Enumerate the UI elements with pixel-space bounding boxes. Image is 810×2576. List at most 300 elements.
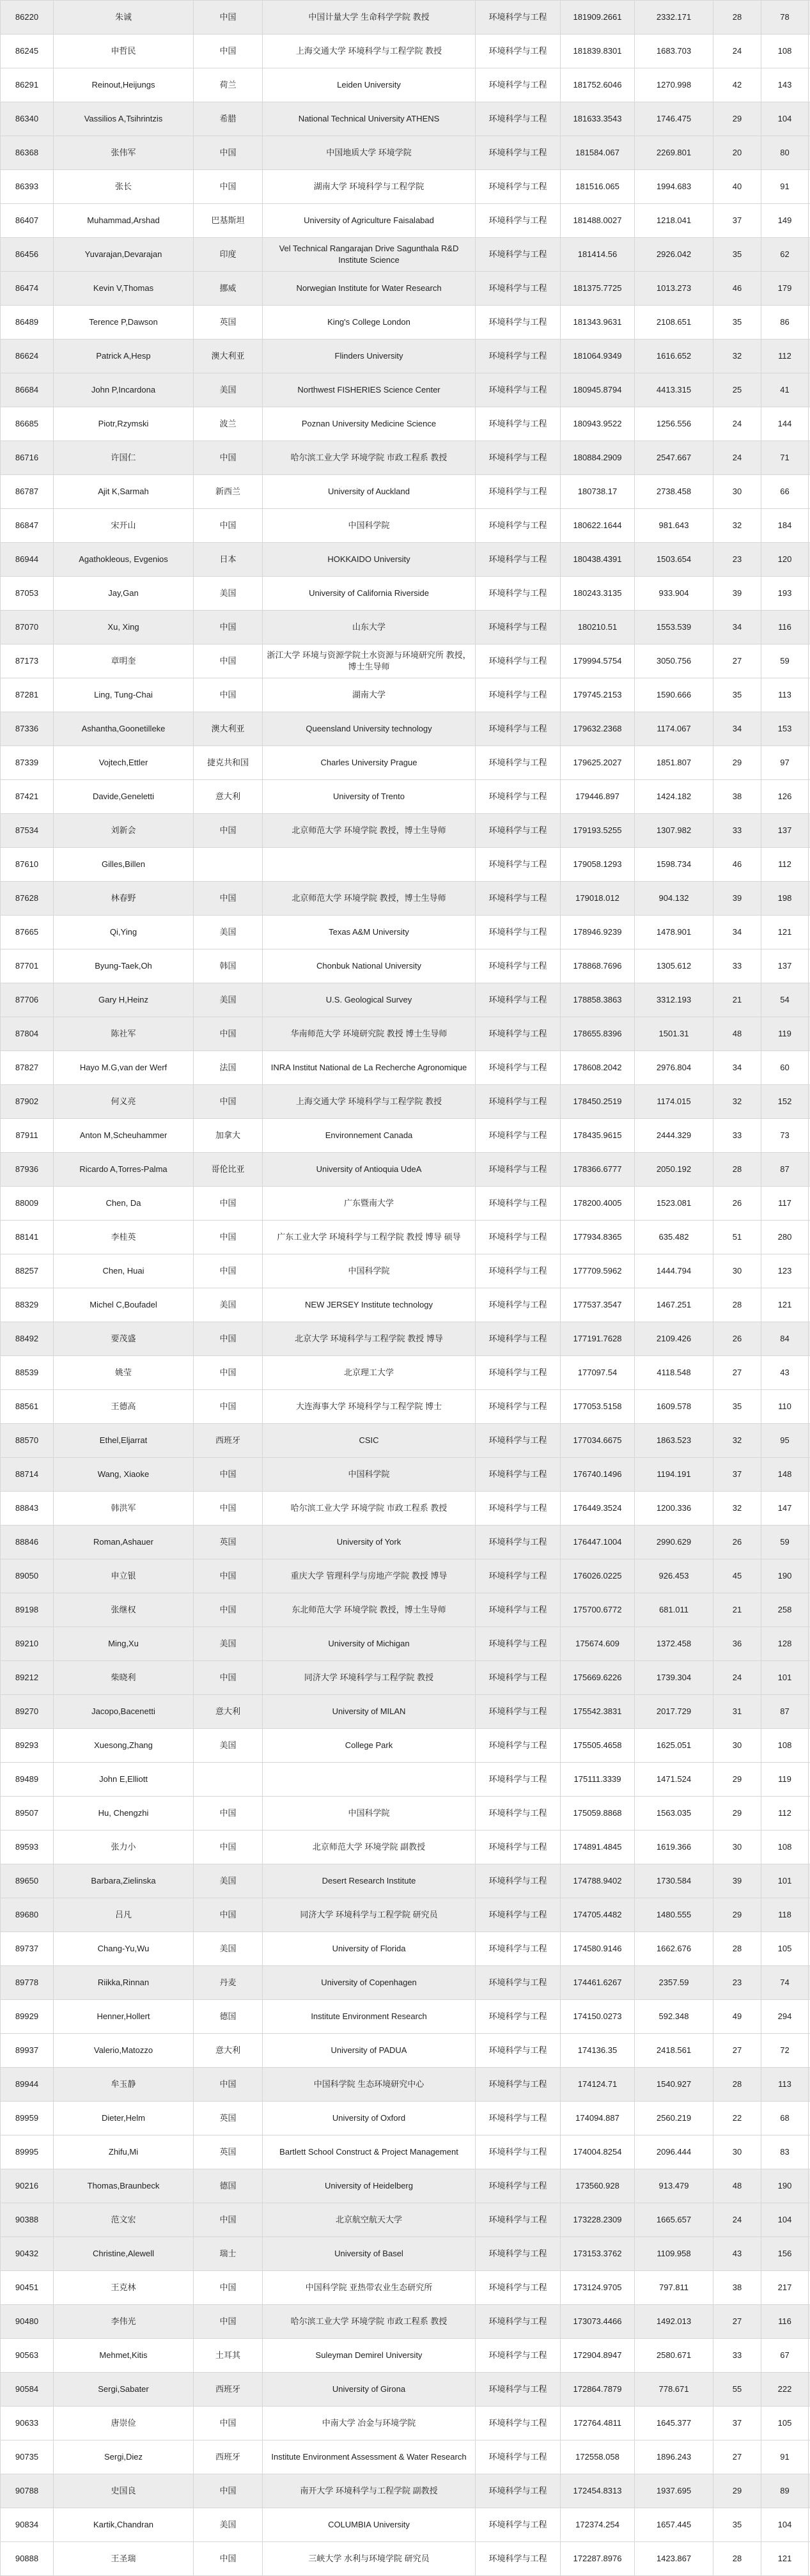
cell-metric-1: 28 [713,1288,761,1322]
cell-metric-1: 26 [713,1187,761,1220]
cell-subject-field: 环境科学与工程 [476,1322,561,1355]
cell-subject-field: 环境科学与工程 [476,2305,561,2338]
cell-metric-2: 105 [761,2407,809,2440]
cell-metric-2: 108 [761,1831,809,1864]
cell-score-secondary: 2990.629 [635,1526,713,1559]
cell-score-secondary: 2926.042 [635,238,713,271]
table-row [0,1424,810,1458]
cell-subject-field: 环境科学与工程 [476,1356,561,1389]
cell-institution: University of Michigan [263,1627,476,1660]
cell-metric-2: 87 [761,1695,809,1728]
cell-score-primary: 181633.3543 [561,102,635,136]
cell-rank-id: 89212 [0,1661,54,1694]
cell-metric-2: 80 [761,136,809,169]
cell-metric-2: 217 [761,2271,809,2304]
cell-subject-field: 环境科学与工程 [476,475,561,508]
cell-metric-2: 147 [761,1492,809,1525]
cell-metric-1: 29 [713,102,761,136]
cell-score-primary: 181488.0027 [561,204,635,237]
cell-rank-id: 86245 [0,35,54,68]
cell-metric-1: 27 [713,2440,761,2474]
cell-country: 美国 [194,983,263,1017]
cell-subject-field: 环境科学与工程 [476,1221,561,1254]
cell-score-primary: 181414.56 [561,238,635,271]
cell-scholar-name: John P,Incardona [54,373,194,407]
cell-metric-1: 49 [713,2000,761,2033]
cell-rank-id: 86393 [0,170,54,203]
cell-subject-field: 环境科学与工程 [476,1492,561,1525]
cell-scholar-name: Davide,Geneletti [54,780,194,813]
cell-country: 中国 [194,441,263,474]
cell-country: 美国 [194,1729,263,1762]
cell-scholar-name: Sergi,Diez [54,2440,194,2474]
table-row [0,1356,810,1390]
table-row [0,2000,810,2034]
cell-scholar-name: 张力小 [54,1831,194,1864]
cell-metric-2: 113 [761,678,809,712]
table-row [0,1051,810,1085]
cell-rank-id: 88714 [0,1458,54,1491]
cell-score-secondary: 1218.041 [635,204,713,237]
cell-score-secondary: 1553.539 [635,611,713,644]
cell-score-secondary: 1478.901 [635,916,713,949]
table-row [0,2407,810,2440]
cell-metric-1: 38 [713,780,761,813]
cell-country: 土耳其 [194,2339,263,2372]
cell-metric-1: 32 [713,340,761,373]
cell-country: 德国 [194,2169,263,2203]
cell-institution: CSIC [263,1424,476,1457]
cell-score-primary: 175669.6226 [561,1661,635,1694]
cell-metric-1: 20 [713,136,761,169]
cell-scholar-name: Anton M,Scheuhammer [54,1119,194,1152]
cell-subject-field: 环境科学与工程 [476,983,561,1017]
cell-metric-1: 30 [713,1254,761,1288]
table-row [0,204,810,238]
cell-rank-id: 90788 [0,2474,54,2508]
cell-subject-field: 环境科学与工程 [476,1763,561,1796]
cell-score-primary: 180243.3135 [561,577,635,610]
cell-metric-1: 36 [713,1627,761,1660]
cell-score-secondary: 913.479 [635,2169,713,2203]
cell-score-primary: 172904.8947 [561,2339,635,2372]
cell-institution: 中国科学院 [263,1797,476,1830]
cell-subject-field: 环境科学与工程 [476,1085,561,1118]
table-row [0,1085,810,1119]
table-row [0,2542,810,2576]
cell-country: 加拿大 [194,1119,263,1152]
cell-metric-1: 51 [713,1221,761,1254]
cell-scholar-name: Vojtech,Ettler [54,746,194,779]
cell-scholar-name: Ashantha,Goonetilleke [54,712,194,745]
cell-subject-field: 环境科学与工程 [476,1051,561,1084]
cell-subject-field: 环境科学与工程 [476,2169,561,2203]
cell-metric-1: 30 [713,1729,761,1762]
cell-scholar-name: 张伟军 [54,136,194,169]
cell-score-primary: 175674.609 [561,1627,635,1660]
cell-institution: Flinders University [263,340,476,373]
cell-scholar-name: Thomas,Braunbeck [54,2169,194,2203]
cell-score-primary: 174094.887 [561,2102,635,2135]
cell-subject-field: 环境科学与工程 [476,509,561,542]
cell-metric-1: 21 [713,1593,761,1627]
table-row [0,949,810,983]
cell-country: 中国 [194,2474,263,2508]
cell-rank-id: 90735 [0,2440,54,2474]
cell-score-secondary: 1523.081 [635,1187,713,1220]
cell-metric-2: 78 [761,1,809,34]
cell-country: 中国 [194,1593,263,1627]
cell-rank-id: 87665 [0,916,54,949]
cell-score-secondary: 1256.556 [635,407,713,441]
cell-score-primary: 177034.6675 [561,1424,635,1457]
cell-country: 美国 [194,1288,263,1322]
cell-country: 中国 [194,1017,263,1050]
cell-metric-1: 35 [713,306,761,339]
cell-metric-2: 190 [761,2169,809,2203]
cell-metric-1: 29 [713,2474,761,2508]
cell-rank-id: 86787 [0,475,54,508]
cell-country: 瑞士 [194,2237,263,2270]
cell-metric-1: 32 [713,1492,761,1525]
cell-score-primary: 174891.4845 [561,1831,635,1864]
cell-score-primary: 176740.1496 [561,1458,635,1491]
cell-metric-2: 59 [761,644,809,678]
cell-institution: Norwegian Institute for Water Research [263,272,476,305]
cell-score-primary: 173073.4466 [561,2305,635,2338]
cell-scholar-name: 何义亮 [54,1085,194,1118]
cell-rank-id: 87534 [0,814,54,847]
cell-metric-2: 67 [761,2339,809,2372]
cell-rank-id: 87421 [0,780,54,813]
cell-subject-field: 环境科学与工程 [476,340,561,373]
cell-score-primary: 179058.1293 [561,848,635,881]
cell-score-primary: 174788.9402 [561,1864,635,1898]
cell-metric-2: 108 [761,35,809,68]
cell-country: 中国 [194,1661,263,1694]
cell-score-primary: 172287.8976 [561,2542,635,2575]
cell-metric-1: 25 [713,373,761,407]
cell-metric-1: 28 [713,1153,761,1186]
cell-score-secondary: 2109.426 [635,1322,713,1355]
cell-score-primary: 180738.17 [561,475,635,508]
cell-country: 中国 [194,1797,263,1830]
cell-subject-field: 环境科学与工程 [476,2135,561,2169]
cell-institution: University of PADUA [263,2034,476,2067]
cell-scholar-name: Chen, Da [54,1187,194,1220]
cell-subject-field: 环境科学与工程 [476,1593,561,1627]
cell-country: 美国 [194,916,263,949]
table-row [0,543,810,577]
cell-metric-2: 119 [761,1017,809,1050]
cell-country: 日本 [194,543,263,576]
cell-subject-field: 环境科学与工程 [476,306,561,339]
cell-score-secondary: 2580.671 [635,2339,713,2372]
cell-metric-1: 26 [713,1526,761,1559]
cell-institution: NEW JERSEY Institute technology [263,1288,476,1322]
cell-scholar-name: Dieter,Helm [54,2102,194,2135]
table-row [0,1288,810,1322]
cell-metric-2: 84 [761,1322,809,1355]
cell-subject-field: 环境科学与工程 [476,678,561,712]
table-row [0,2339,810,2373]
cell-metric-2: 152 [761,1085,809,1118]
cell-score-primary: 173124.9705 [561,2271,635,2304]
cell-score-secondary: 2560.219 [635,2102,713,2135]
cell-rank-id: 90388 [0,2203,54,2236]
cell-metric-1: 39 [713,1864,761,1898]
cell-subject-field: 环境科学与工程 [476,2339,561,2372]
cell-score-secondary: 1200.336 [635,1492,713,1525]
cell-institution: University of Trento [263,780,476,813]
cell-subject-field: 环境科学与工程 [476,2407,561,2440]
cell-score-primary: 177191.7628 [561,1322,635,1355]
cell-institution: 同济大学 环境科学与工程学院 研究员 [263,1898,476,1932]
cell-score-primary: 180438.4391 [561,543,635,576]
table-row [0,1221,810,1254]
cell-country: 丹麦 [194,1966,263,1999]
cell-metric-1: 29 [713,1763,761,1796]
cell-scholar-name: Roman,Ashauer [54,1526,194,1559]
cell-score-primary: 177709.5962 [561,1254,635,1288]
cell-rank-id: 86368 [0,136,54,169]
cell-metric-1: 33 [713,814,761,847]
cell-rank-id: 89489 [0,1763,54,1796]
cell-country: 中国 [194,1085,263,1118]
cell-country [194,848,263,881]
cell-scholar-name: Terence P,Dawson [54,306,194,339]
cell-institution: Desert Research Institute [263,1864,476,1898]
cell-institution [263,848,476,881]
cell-institution: 南开大学 环境科学与工程学院 副教授 [263,2474,476,2508]
cell-score-primary: 175505.4658 [561,1729,635,1762]
cell-scholar-name: Hu, Chengzhi [54,1797,194,1830]
cell-country: 中国 [194,1187,263,1220]
results-table-body [0,1,810,2576]
cell-country: 中国 [194,1458,263,1491]
cell-metric-2: 190 [761,1559,809,1593]
cell-score-primary: 179625.2027 [561,746,635,779]
cell-score-primary: 178946.9239 [561,916,635,949]
cell-score-primary: 179446.897 [561,780,635,813]
cell-institution: 中国科学院 生态环境研究中心 [263,2068,476,2101]
cell-country: 中国 [194,611,263,644]
cell-country: 希腊 [194,102,263,136]
cell-score-primary: 174136.35 [561,2034,635,2067]
table-row [0,1898,810,1932]
cell-scholar-name: Xu, Xing [54,611,194,644]
cell-scholar-name: 吕凡 [54,1898,194,1932]
cell-scholar-name: Riikka,Rinnan [54,1966,194,1999]
cell-country: 中国 [194,1221,263,1254]
cell-institution: Northwest FISHERIES Science Center [263,373,476,407]
table-row [0,1559,810,1593]
cell-scholar-name: Xuesong,Zhang [54,1729,194,1762]
cell-scholar-name: Michel C,Boufadel [54,1288,194,1322]
cell-metric-1: 46 [713,272,761,305]
cell-subject-field: 环境科学与工程 [476,916,561,949]
cell-scholar-name: Wang, Xiaoke [54,1458,194,1491]
cell-institution [263,1763,476,1796]
cell-rank-id: 86489 [0,306,54,339]
cell-scholar-name: Chen, Huai [54,1254,194,1288]
cell-subject-field: 环境科学与工程 [476,949,561,983]
cell-subject-field: 环境科学与工程 [476,780,561,813]
cell-subject-field: 环境科学与工程 [476,644,561,678]
cell-metric-1: 37 [713,2407,761,2440]
cell-metric-2: 294 [761,2000,809,2033]
cell-rank-id: 87070 [0,611,54,644]
table-row [0,441,810,475]
cell-metric-1: 32 [713,1424,761,1457]
cell-scholar-name: Zhifu,Mi [54,2135,194,2169]
cell-scholar-name: 牟玉静 [54,2068,194,2101]
cell-institution: 哈尔滨工业大学 环境学院 市政工程系 教授 [263,1492,476,1525]
cell-institution: University of Heidelberg [263,2169,476,2203]
cell-metric-2: 258 [761,1593,809,1627]
cell-institution: Charles University Prague [263,746,476,779]
cell-metric-2: 148 [761,1458,809,1491]
cell-subject-field: 环境科学与工程 [476,1797,561,1830]
cell-country: 中国 [194,1831,263,1864]
table-row [0,2373,810,2407]
table-row [0,272,810,306]
cell-subject-field: 环境科学与工程 [476,35,561,68]
cell-metric-1: 33 [713,1119,761,1152]
cell-metric-2: 91 [761,170,809,203]
cell-metric-2: 95 [761,1424,809,1457]
table-row [0,1593,810,1627]
cell-country: 美国 [194,373,263,407]
cell-rank-id: 90480 [0,2305,54,2338]
cell-country: 中国 [194,2305,263,2338]
cell-scholar-name: 范文宏 [54,2203,194,2236]
cell-subject-field: 环境科学与工程 [476,102,561,136]
cell-rank-id: 89959 [0,2102,54,2135]
cell-subject-field: 环境科学与工程 [476,2034,561,2067]
cell-scholar-name: 史国良 [54,2474,194,2508]
cell-subject-field: 环境科学与工程 [476,1932,561,1965]
cell-metric-2: 101 [761,1864,809,1898]
cell-institution: 中国地质大学 环境学院 [263,136,476,169]
cell-subject-field: 环境科学与工程 [476,2542,561,2575]
cell-subject-field: 环境科学与工程 [476,1627,561,1660]
cell-metric-2: 104 [761,2508,809,2541]
cell-score-secondary: 1590.666 [635,678,713,712]
cell-score-secondary: 1194.191 [635,1458,713,1491]
cell-metric-2: 126 [761,780,809,813]
cell-score-primary: 180884.2909 [561,441,635,474]
cell-score-secondary: 904.132 [635,882,713,915]
cell-score-primary: 179994.5754 [561,644,635,678]
cell-subject-field: 环境科学与工程 [476,543,561,576]
cell-score-primary: 173228.2309 [561,2203,635,2236]
cell-metric-2: 59 [761,1526,809,1559]
cell-metric-1: 33 [713,2339,761,2372]
table-row [0,340,810,373]
table-row [0,1729,810,1763]
cell-metric-1: 29 [713,746,761,779]
cell-score-secondary: 2269.801 [635,136,713,169]
cell-institution: 北京师范大学 环境学院 教授，博士生导师 [263,814,476,847]
cell-score-secondary: 1492.013 [635,2305,713,2338]
cell-metric-1: 45 [713,1559,761,1593]
cell-subject-field: 环境科学与工程 [476,577,561,610]
cell-institution: University of Basel [263,2237,476,2270]
cell-score-secondary: 2976.804 [635,1051,713,1084]
cell-rank-id: 87628 [0,882,54,915]
cell-metric-2: 105 [761,1932,809,1965]
cell-country: 巴基斯坦 [194,204,263,237]
cell-metric-2: 123 [761,1254,809,1288]
cell-score-primary: 177053.5158 [561,1390,635,1423]
cell-score-secondary: 926.453 [635,1559,713,1593]
cell-country: 中国 [194,814,263,847]
cell-metric-2: 101 [761,1661,809,1694]
cell-rank-id: 88329 [0,1288,54,1322]
cell-metric-1: 28 [713,1,761,34]
cell-institution: HOKKAIDO University [263,543,476,576]
cell-metric-2: 143 [761,68,809,102]
table-row [0,2034,810,2068]
cell-rank-id: 88843 [0,1492,54,1525]
cell-scholar-name: 刘新会 [54,814,194,847]
table-row [0,1864,810,1898]
cell-metric-1: 23 [713,1966,761,1999]
cell-scholar-name: Kartik,Chandran [54,2508,194,2541]
cell-score-primary: 181516.065 [561,170,635,203]
table-row [0,373,810,407]
cell-metric-2: 68 [761,2102,809,2135]
cell-subject-field: 环境科学与工程 [476,170,561,203]
cell-metric-2: 72 [761,2034,809,2067]
cell-score-secondary: 1645.377 [635,2407,713,2440]
cell-score-primary: 172454.8313 [561,2474,635,2508]
cell-subject-field: 环境科学与工程 [476,848,561,881]
cell-subject-field: 环境科学与工程 [476,238,561,271]
cell-institution: 上海交通大学 环境科学与工程学院 教授 [263,1085,476,1118]
cell-rank-id: 90633 [0,2407,54,2440]
cell-metric-2: 60 [761,1051,809,1084]
cell-country: 波兰 [194,407,263,441]
cell-score-secondary: 1480.555 [635,1898,713,1932]
cell-scholar-name: Ajit K,Sarmah [54,475,194,508]
cell-country: 美国 [194,577,263,610]
cell-country: 韩国 [194,949,263,983]
cell-score-primary: 172374.254 [561,2508,635,2541]
cell-institution: 中国科学院 [263,1254,476,1288]
cell-metric-1: 24 [713,2203,761,2236]
table-row [0,2508,810,2542]
table-row [0,407,810,441]
cell-metric-2: 193 [761,577,809,610]
cell-rank-id: 90451 [0,2271,54,2304]
cell-rank-id: 87173 [0,644,54,678]
cell-subject-field: 环境科学与工程 [476,2068,561,2101]
cell-score-secondary: 1444.794 [635,1254,713,1288]
cell-score-primary: 179745.2153 [561,678,635,712]
cell-score-primary: 178608.2042 [561,1051,635,1084]
cell-metric-2: 62 [761,238,809,271]
cell-score-primary: 181064.9349 [561,340,635,373]
cell-scholar-name: Ling, Tung-Chai [54,678,194,712]
cell-metric-2: 179 [761,272,809,305]
cell-country: 新西兰 [194,475,263,508]
cell-country: 中国 [194,509,263,542]
cell-country: 英国 [194,2135,263,2169]
cell-scholar-name: 李桂英 [54,1221,194,1254]
cell-metric-2: 121 [761,916,809,949]
